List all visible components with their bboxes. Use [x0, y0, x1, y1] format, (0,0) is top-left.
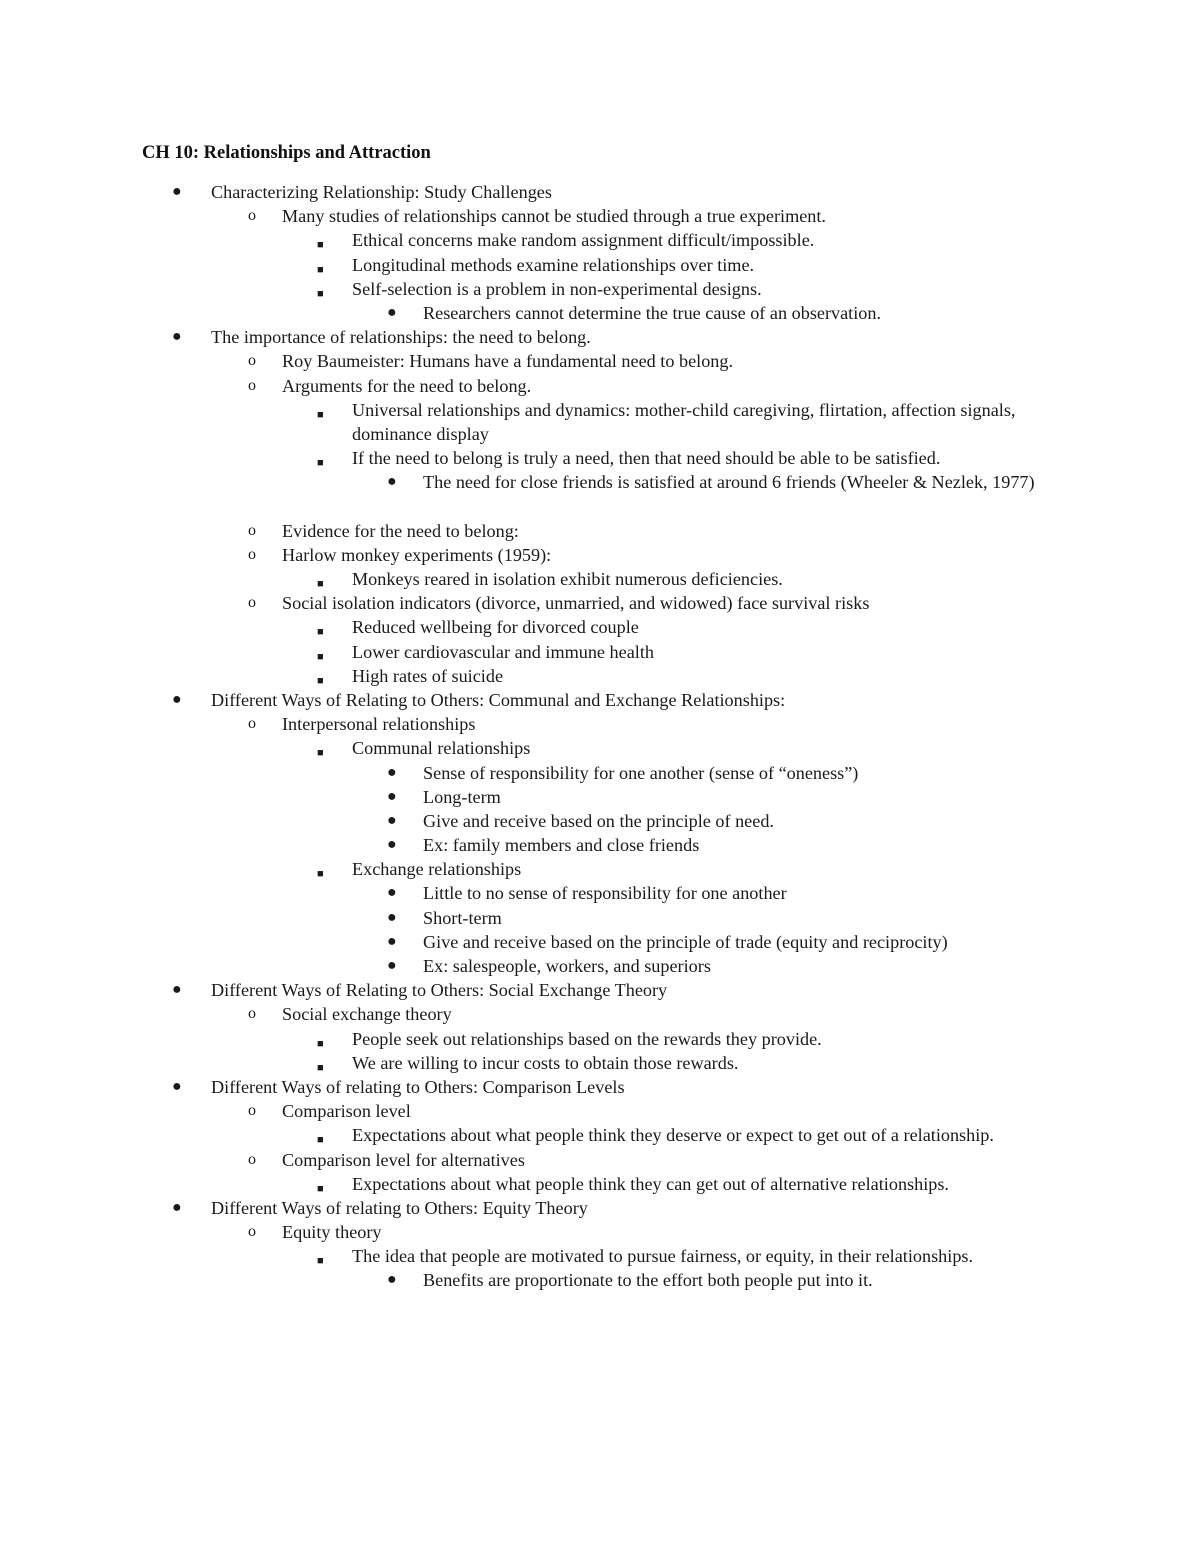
outline-item-text: Different Ways of relating to Others: Equity Theory [211, 1197, 588, 1218]
outline-item-level-3 [0, 906, 1200, 930]
bullet-dot-marker: ● [387, 787, 397, 805]
outline-item-text: Social isolation indicators (divorce, unmarried, and widowed) face survival risks [282, 593, 870, 614]
outline-item-level-1 [0, 349, 1200, 373]
bullet-dot-marker: ● [387, 932, 397, 950]
outline-item-level-1 [0, 1002, 1200, 1026]
outline-item-level-2 [0, 640, 1200, 664]
bullet-dot-marker: ● [387, 836, 397, 854]
outline-item-level-2 [0, 277, 1200, 301]
square-bullet-marker: ■ [317, 408, 324, 421]
bullet-dot-marker: ● [387, 763, 397, 781]
outline-item-text: Long-term [423, 786, 501, 807]
outline-item-text: Sense of responsibility for one another (sense of “oneness”) [423, 762, 859, 783]
outline-item-text: The need for close friends is satisfied at around 6 friends (Wheeler & Nezlek, 1977) [423, 472, 1035, 493]
outline-item-level-1 [0, 712, 1200, 736]
square-bullet-marker: ■ [317, 674, 324, 687]
bullet-dot-marker: ● [172, 1198, 182, 1216]
outline-item-level-1 [0, 591, 1200, 615]
outline-item-text: Arguments for the need to belong. [282, 375, 532, 396]
outline-item-text: Exchange relationships [352, 859, 522, 880]
outline-item-level-2 [0, 1172, 1200, 1196]
outline-item-text: Interpersonal relationships [282, 714, 476, 735]
outline-item-level-2 [0, 1244, 1200, 1268]
square-bullet-marker: ■ [317, 1037, 324, 1050]
circle-o-marker: o [248, 1005, 256, 1023]
outline-item-text: Give and receive based on the principle of trade (equity and reciprocity) [423, 931, 948, 952]
outline-item-text: Ex: family members and close friends [423, 835, 700, 856]
bullet-dot-marker: ● [387, 957, 397, 975]
bullet-dot-marker: ● [387, 908, 397, 926]
outline-item-level-3 [0, 1268, 1200, 1292]
outline-item-text: Harlow monkey experiments (1959): [282, 544, 552, 565]
outline-item-text: The importance of relationships: the need to belong. [211, 327, 591, 348]
outline-item-level-3 [0, 809, 1200, 833]
outline-item-level-2 [0, 398, 1200, 446]
outline-item-text: People seek out relationships based on the rewards they provide. [352, 1028, 822, 1049]
outline-item-text: Social exchange theory [282, 1004, 452, 1025]
outline-item-level-3 [0, 470, 1200, 518]
square-bullet-marker: ■ [317, 650, 324, 663]
outline-item-text: Different Ways of relating to Others: Comparison Levels [211, 1076, 625, 1097]
outline-item-level-0 [0, 1075, 1200, 1099]
outline-item-text: Ex: salespeople, workers, and superiors [423, 956, 711, 977]
outline-item-text: Give and receive based on the principle of need. [423, 810, 774, 831]
square-bullet-marker: ■ [317, 1061, 324, 1074]
outline-item-level-1 [0, 1099, 1200, 1123]
outline-item-level-3 [0, 881, 1200, 905]
outline-item-text: Reduced wellbeing for divorced couple [352, 617, 639, 638]
outline-item-level-1 [0, 1148, 1200, 1172]
outline-item-text: Evidence for the need to belong: [282, 520, 519, 541]
outline-item-text: Longitudinal methods examine relationships over time. [352, 254, 755, 275]
outline-item-text: Many studies of relationships cannot be studied through a true experiment. [282, 206, 826, 227]
outline-item-level-3 [0, 930, 1200, 954]
square-bullet-marker: ■ [317, 868, 324, 881]
outline-item-level-1 [0, 543, 1200, 567]
square-bullet-marker: ■ [317, 578, 324, 591]
outline-item-text: Expectations about what people think they deserve or expect to get out of a relationship. [352, 1125, 994, 1146]
square-bullet-marker: ■ [317, 1255, 324, 1268]
outline-item-text: Expectations about what people think they can get out of alternative relationships. [352, 1173, 949, 1194]
outline-item-level-3 [0, 761, 1200, 785]
outline-item-level-2 [0, 857, 1200, 881]
square-bullet-marker: ■ [317, 1134, 324, 1147]
bullet-dot-marker: ● [172, 981, 182, 999]
outline-item-level-2 [0, 615, 1200, 639]
bullet-dot-marker: ● [172, 183, 182, 200]
square-bullet-marker: ■ [317, 1182, 324, 1195]
outline-list [0, 180, 1200, 1293]
outline-item-text: Little to no sense of responsibility for one another [423, 883, 787, 904]
outline-item-level-0 [0, 180, 1200, 204]
outline-item-text: The idea that people are motivated to pursue fairness, or equity, in their relationships. [352, 1246, 974, 1267]
outline-item-text: Monkeys reared in isolation exhibit numerous deficiencies. [352, 569, 783, 590]
circle-o-marker: o [248, 1150, 256, 1168]
outline-item-level-1 [0, 204, 1200, 228]
outline-item-level-3 [0, 954, 1200, 978]
bullet-dot-marker: ● [387, 473, 397, 491]
outline-item-level-2 [0, 228, 1200, 252]
circle-o-marker: o [248, 207, 256, 225]
bullet-dot-marker: ● [172, 690, 182, 708]
outline-item-level-2 [0, 1051, 1200, 1075]
outline-item-level-1 [0, 519, 1200, 543]
outline-item-level-2 [0, 736, 1200, 760]
outline-item-text: Comparison level [282, 1101, 411, 1122]
outline-item-text: Different Ways of Relating to Others: Communal and Exchange Relationships: [211, 689, 786, 710]
circle-o-marker: o [248, 376, 256, 394]
circle-o-marker: o [248, 545, 256, 563]
bullet-dot-marker: ● [387, 303, 397, 321]
outline-item-level-3 [0, 301, 1200, 325]
outline-item-level-3 [0, 833, 1200, 857]
outline-item-level-2 [0, 664, 1200, 688]
square-bullet-marker: ■ [317, 626, 324, 639]
outline-item-level-0 [0, 978, 1200, 1002]
outline-item-text: Self-selection is a problem in non-experimental designs. [352, 278, 762, 299]
outline-item-text: If the need to belong is truly a need, then that need should be able to be satisfied. [352, 448, 941, 469]
outline-item-text: Short-term [423, 907, 502, 928]
outline-item-text: Characterizing Relationship: Study Challenges [211, 182, 552, 202]
outline-item-text: Comparison level for alternatives [282, 1149, 525, 1170]
outline-item-level-1 [0, 1220, 1200, 1244]
outline-item-text: Benefits are proportionate to the effort both people put into it. [423, 1270, 873, 1291]
outline-item-text: Universal relationships and dynamics: mother-child caregiving, flirtation, affection signals, dominance display [352, 399, 1016, 444]
outline-item-level-2 [0, 446, 1200, 470]
outline-item-level-0 [0, 688, 1200, 712]
square-bullet-marker: ■ [317, 263, 324, 276]
bullet-dot-marker: ● [387, 884, 397, 902]
outline-item-text: Roy Baumeister: Humans have a fundamental need to belong. [282, 351, 734, 372]
outline-item-text: Equity theory [282, 1222, 382, 1243]
square-bullet-marker: ■ [317, 287, 324, 300]
circle-o-marker: o [248, 715, 256, 733]
square-bullet-marker: ■ [317, 239, 324, 252]
outline-item-level-2 [0, 1123, 1200, 1147]
outline-item-text: Lower cardiovascular and immune health [352, 641, 654, 662]
bullet-dot-marker: ● [387, 811, 397, 829]
document-title: CH 10: Relationships and Attraction [142, 143, 431, 163]
outline-item-level-3 [0, 785, 1200, 809]
circle-o-marker: o [248, 1102, 256, 1120]
bullet-dot-marker: ● [172, 1077, 182, 1095]
circle-o-marker: o [248, 1223, 256, 1241]
outline-item-text: Ethical concerns make random assignment difficult/impossible. [352, 230, 815, 251]
outline-item-text: Communal relationships [352, 738, 531, 759]
outline-item-level-2 [0, 253, 1200, 277]
outline-item-text: Different Ways of Relating to Others: Social Exchange Theory [211, 980, 668, 1001]
square-bullet-marker: ■ [317, 747, 324, 760]
bullet-dot-marker: ● [387, 1271, 397, 1289]
outline-item-level-1 [0, 374, 1200, 398]
circle-o-marker: o [248, 594, 256, 612]
outline-item-text: Researchers cannot determine the true cause of an observation. [423, 302, 882, 323]
outline-item-level-0 [0, 325, 1200, 349]
outline-item-level-0 [0, 1196, 1200, 1220]
circle-o-marker: o [248, 352, 256, 370]
bullet-dot-marker: ● [172, 328, 182, 346]
outline-item-level-2 [0, 1027, 1200, 1051]
outline-item-text: High rates of suicide [352, 665, 504, 686]
circle-o-marker: o [248, 521, 256, 539]
outline-item-level-2 [0, 567, 1200, 591]
outline-item-text: We are willing to incur costs to obtain those rewards. [352, 1052, 739, 1073]
square-bullet-marker: ■ [317, 457, 324, 470]
